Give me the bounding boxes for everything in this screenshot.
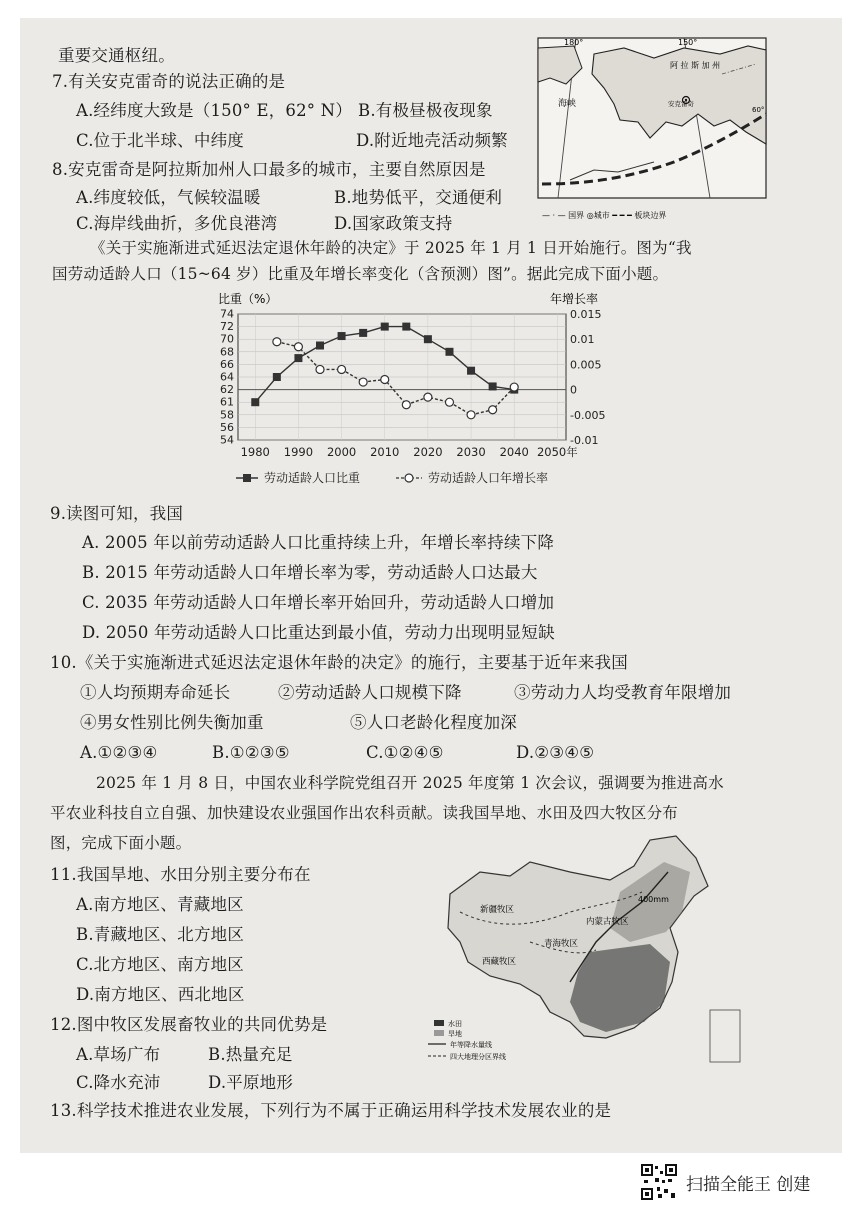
- growth-point: [359, 378, 367, 386]
- left-tick-label: 70: [220, 332, 234, 346]
- intro2-line2: 国劳动适龄人口（15~64 岁）比重及年增长率变化（含预测）图”。据此完成下面小题。: [52, 265, 669, 283]
- growth-point: [381, 376, 389, 384]
- q10-stem: 10.《关于实施渐进式延迟法定退休年龄的决定》的施行，主要基于近年来我国: [50, 653, 628, 672]
- growth-point: [316, 365, 324, 373]
- x-tick-label: 2000: [326, 445, 357, 459]
- proportion-point: [338, 332, 346, 340]
- right-tick-label: 0: [570, 383, 577, 397]
- right-tick-label: -0.005: [570, 408, 606, 422]
- growth-point: [467, 411, 475, 419]
- q7-option-d: D.附近地壳活动频繁: [356, 131, 508, 150]
- q8-option-d: D.国家政策支持: [334, 214, 453, 233]
- lon-150-label: 150°: [678, 38, 698, 47]
- chart-right-axis-label: 年增长率: [550, 292, 599, 306]
- left-tick-label: 74: [220, 307, 234, 321]
- anchorage-label: 安克雷奇: [668, 100, 694, 108]
- x-tick-label: 2040: [499, 445, 529, 459]
- proportion-point: [273, 373, 281, 381]
- q8-option-c: C.海岸线曲折，多优良港湾: [76, 214, 278, 233]
- q11-stem: 11.我国旱地、水田分别主要分布在: [50, 865, 311, 884]
- q12-option-b: B.热量充足: [208, 1045, 293, 1064]
- proportion-point: [424, 335, 432, 343]
- china-map: [420, 832, 750, 1072]
- proportion-point: [381, 323, 389, 331]
- q8-option-a: A.纬度较低，气候较温暖: [76, 188, 261, 207]
- x-tick-label: 2030: [456, 445, 486, 459]
- label-xizang: 西藏牧区: [482, 957, 517, 967]
- growth-point: [510, 383, 518, 391]
- q10-option-a: A.①②③④: [80, 743, 158, 762]
- q7-option-c: C.位于北半球、中纬度: [76, 131, 244, 150]
- label-qinghai: 青海牧区: [544, 939, 579, 949]
- legend-isohyet: 年等降水量线: [450, 1041, 492, 1049]
- x-tick-label: 2020: [413, 445, 443, 459]
- south-sea-inset: [710, 1010, 740, 1062]
- label-neimenggu: 内蒙古牧区: [586, 917, 629, 927]
- intro-line: 重要交通枢纽。: [58, 46, 175, 65]
- intro3-line2: 平农业科技自立自强、加快建设农业强国作出农科贡献。读我国旱地、水田及四大牧区分布: [50, 804, 679, 822]
- lon-180-label: 180°: [564, 38, 584, 47]
- q11-option-c: C.北方地区、南方地区: [76, 955, 244, 974]
- q11-option-a: A.南方地区、青藏地区: [76, 895, 244, 914]
- q10-option-c: C.①②④⑤: [366, 743, 444, 762]
- q10-item-1: ①人均预期寿命延长: [80, 683, 231, 702]
- left-tick-label: 56: [220, 420, 234, 434]
- x-tick-label: 1980: [240, 445, 270, 459]
- strait-label: 海峡: [558, 99, 577, 109]
- q12-option-d: D.平原地形: [208, 1073, 294, 1092]
- series-line-2: [277, 342, 514, 415]
- q7-option-b: B.有极昼极夜现象: [358, 101, 493, 120]
- x-tick-label: 2050年: [536, 445, 578, 459]
- q10-option-d: D.②③④⑤: [516, 743, 595, 762]
- growth-point: [489, 406, 497, 414]
- q9-option-b: B. 2015 年劳动适龄人口年增长率为零，劳动适龄人口达最大: [82, 563, 538, 582]
- label-xinjiang: 新疆牧区: [480, 905, 515, 915]
- x-tick-label: 2010: [370, 445, 400, 459]
- right-tick-label: 0.015: [570, 308, 602, 321]
- left-tick-label: 58: [220, 408, 234, 422]
- right-tick-label: 0.01: [570, 333, 595, 347]
- q9-option-a: A. 2005 年以前劳动适龄人口比重持续上升，年增长率持续下降: [82, 533, 555, 552]
- left-tick-label: 68: [220, 345, 234, 359]
- q9-option-d: D. 2050 年劳动适龄人口比重达到最小值，劳动力出现明显短缺: [82, 623, 555, 642]
- growth-point: [338, 365, 346, 373]
- chart-left-axis-label: 比重（%）: [218, 292, 278, 306]
- growth-point: [273, 338, 281, 346]
- alaska-map: [534, 34, 770, 226]
- qr-code-icon: [640, 1163, 678, 1201]
- intro3-line3: 图，完成下面小题。: [50, 834, 192, 852]
- footer-text: 扫描全能王 创建: [686, 1174, 811, 1195]
- population-chart: [196, 286, 616, 496]
- legend-boundary: 四大地理分区界线: [450, 1053, 506, 1061]
- q10-option-b: B.①②③⑤: [212, 743, 290, 762]
- growth-point: [445, 398, 453, 406]
- q10-item-2: ②劳动适龄人口规模下降: [278, 683, 462, 702]
- q10-item-4: ④男女性别比例失衡加重: [80, 713, 264, 732]
- proportion-point: [445, 348, 453, 356]
- legend-marker-growth: [405, 474, 413, 482]
- right-tick-label: -0.01: [570, 434, 599, 447]
- q12-option-c: C.降水充沛: [76, 1073, 161, 1092]
- q9-stem: 9.读图可知，我国: [50, 504, 184, 523]
- lat-label: 60°: [752, 106, 765, 114]
- legend-label-growth: 劳动适龄人口年增长率: [428, 471, 549, 485]
- q11-option-d: D.南方地区、西北地区: [76, 985, 245, 1004]
- growth-point: [424, 393, 432, 401]
- growth-point: [402, 401, 410, 409]
- growth-point: [294, 343, 302, 351]
- left-tick-label: 54: [220, 433, 234, 447]
- footer-watermark: [640, 1166, 810, 1198]
- proportion-point: [467, 367, 475, 375]
- q11-option-b: B.青藏地区、北方地区: [76, 925, 245, 944]
- q12-option-a: A.草场广布: [76, 1045, 161, 1064]
- proportion-point: [316, 342, 324, 350]
- q9-option-c: C. 2035 年劳动适龄人口年增长率开始回升，劳动适龄人口增加: [82, 593, 555, 612]
- left-tick-label: 66: [220, 357, 234, 371]
- q8-stem: 8.安克雷奇是阿拉斯加州人口最多的城市，主要自然原因是: [52, 160, 486, 179]
- legend-paddy: 水田: [448, 1020, 462, 1028]
- q13-stem: 13.科学技术推进农业发展，下列行为不属于正确运用科学技术发展农业的是: [50, 1101, 612, 1120]
- q10-item-3: ③劳动力人均受教育年限增加: [514, 683, 732, 702]
- q7-option-a: A.经纬度大致是（150° E，62° N）: [76, 101, 353, 120]
- q12-stem: 12.图中牧区发展畜牧业的共同优势是: [50, 1015, 328, 1034]
- label-400mm: 400mm: [638, 895, 669, 904]
- proportion-point: [359, 329, 367, 337]
- proportion-point: [294, 354, 302, 362]
- q7-stem: 7.有关安克雷奇的说法正确的是: [52, 72, 286, 91]
- q10-item-5: ⑤人口老龄化程度加深: [350, 713, 517, 732]
- left-tick-label: 64: [220, 370, 234, 384]
- alaska-legend: — · — 国界 ◎城市 ━ ━ ━ 板块边界: [542, 211, 667, 220]
- proportion-point: [251, 398, 259, 406]
- intro2-line1: 《关于实施渐进式延迟法定退休年龄的决定》于 2025 年 1 月 1 日开始施行。图为“我: [90, 239, 692, 257]
- proportion-point: [489, 382, 497, 390]
- intro3-line1: 2025 年 1 月 8 日，中国农业科学院党组召开 2025 年度第 1 次会议，强调要为推进高水: [96, 774, 724, 792]
- legend-dryland: 旱地: [448, 1030, 462, 1038]
- legend-marker-proportion: [243, 474, 251, 482]
- x-tick-label: 1990: [283, 445, 314, 459]
- left-tick-label: 62: [220, 383, 234, 397]
- alaska-label: 阿 拉 斯 加 州: [670, 61, 721, 70]
- left-tick-label: 61: [220, 395, 234, 409]
- legend-label-proportion: 劳动适龄人口比重: [264, 471, 361, 485]
- q8-option-b: B.地势低平，交通便利: [334, 188, 503, 207]
- right-tick-label: 0.005: [570, 358, 602, 372]
- left-tick-label: 72: [220, 320, 234, 334]
- proportion-point: [402, 323, 410, 331]
